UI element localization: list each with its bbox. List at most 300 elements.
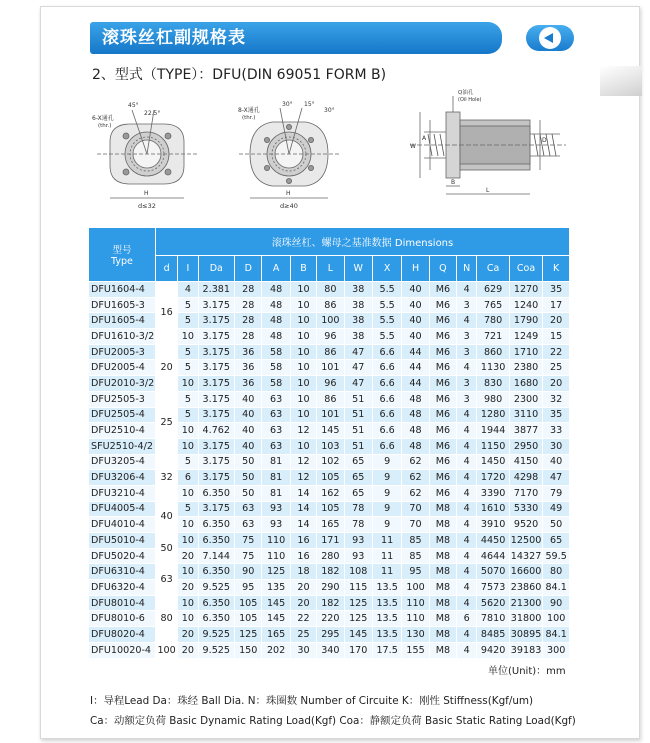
model-cell: DFU6310-4 xyxy=(89,564,156,580)
model-cell: DFU8010-6 xyxy=(89,611,156,627)
table-cell: 155 xyxy=(402,642,429,658)
table-cell: 40 xyxy=(402,297,429,313)
column-header: Coa xyxy=(509,256,542,282)
table-cell: M8 xyxy=(429,548,456,564)
table-cell: 65 xyxy=(344,470,372,486)
table-cell: M6 xyxy=(429,470,456,486)
table-cell: M6 xyxy=(429,313,456,329)
table-cell: 5 xyxy=(178,344,198,360)
table-cell: M6 xyxy=(429,391,456,407)
table-cell: 14 xyxy=(290,501,316,517)
table-cell: 48 xyxy=(262,313,290,329)
table-cell: 130 xyxy=(402,627,429,643)
diameter-cell: 80 xyxy=(155,595,177,642)
table-cell: 110 xyxy=(262,548,290,564)
table-cell: 10 xyxy=(290,376,316,392)
table-cell: 102 xyxy=(317,454,344,470)
table-cell: 3.175 xyxy=(198,391,235,407)
table-cell: 100 xyxy=(317,313,344,329)
table-cell: 980 xyxy=(477,391,509,407)
table-cell: 1280 xyxy=(477,407,509,423)
table-cell: M6 xyxy=(429,485,456,501)
table-cell: M8 xyxy=(429,611,456,627)
table-cell: 11 xyxy=(372,533,401,549)
table-cell: 1270 xyxy=(509,282,542,298)
table-cell: 4 xyxy=(457,533,477,549)
table-cell: 13.5 xyxy=(372,580,401,596)
table-cell: 6 xyxy=(178,470,198,486)
table-cell: 30895 xyxy=(509,627,542,643)
model-cell: DFU2005-3 xyxy=(89,344,156,360)
table-cell: 93 xyxy=(344,533,372,549)
table-cell: 48 xyxy=(402,438,429,454)
holes-label: 8-X通孔 xyxy=(238,107,260,114)
table-row xyxy=(89,642,570,658)
column-header: D xyxy=(235,256,262,282)
table-cell: 9 xyxy=(372,485,401,501)
table-cell: 9.525 xyxy=(198,580,235,596)
table-cell: 16 xyxy=(290,533,316,549)
model-cell: DFU2505-3 xyxy=(89,391,156,407)
table-cell: 1240 xyxy=(509,297,542,313)
a-label: A xyxy=(422,135,427,142)
table-cell: 12 xyxy=(290,423,316,439)
table-cell: 38 xyxy=(344,297,372,313)
model-cell: DFU2510-4 xyxy=(89,423,156,439)
table-cell: 6.350 xyxy=(198,595,235,611)
table-cell: 38 xyxy=(344,329,372,345)
table-cell: 3.175 xyxy=(198,438,235,454)
table-cell: 145 xyxy=(262,611,290,627)
table-cell: 78 xyxy=(344,517,372,533)
table-cell: 6.350 xyxy=(198,533,235,549)
table-cell: 48 xyxy=(402,391,429,407)
w-label: W xyxy=(410,143,416,150)
table-cell: 4 xyxy=(178,282,198,298)
model-cell: DFU3206-4 xyxy=(89,470,156,486)
table-cell: 28 xyxy=(235,297,262,313)
table-cell: 4150 xyxy=(509,454,542,470)
table-cell: 33 xyxy=(543,423,570,439)
table-cell: 3 xyxy=(457,344,477,360)
table-cell: 10 xyxy=(178,438,198,454)
table-cell: 51 xyxy=(344,423,372,439)
table-cell: 13.5 xyxy=(372,595,401,611)
table-cell: 1450 xyxy=(477,454,509,470)
table-cell: 10 xyxy=(290,407,316,423)
table-cell: M8 xyxy=(429,580,456,596)
table-cell: 6.6 xyxy=(372,344,401,360)
table-cell: 79 xyxy=(543,485,570,501)
holes-label: 6-X通孔 xyxy=(92,115,114,122)
table-cell: 80 xyxy=(317,282,344,298)
table-cell: 7810 xyxy=(477,611,509,627)
table-cell: 3877 xyxy=(509,423,542,439)
angle-label: 22.5° xyxy=(144,110,161,117)
table-cell: 20 xyxy=(290,580,316,596)
nut-side-diagram xyxy=(400,86,570,204)
d-label: d≤32 xyxy=(138,202,156,210)
table-cell: 4 xyxy=(457,501,477,517)
table-cell: 10 xyxy=(290,391,316,407)
table-cell: 86 xyxy=(317,297,344,313)
table-cell: 75 xyxy=(235,548,262,564)
table-cell: 85 xyxy=(402,533,429,549)
table-cell: 10 xyxy=(178,376,198,392)
table-cell: 101 xyxy=(317,407,344,423)
flange-diagram-d40 xyxy=(236,96,346,216)
table-cell: 1130 xyxy=(477,360,509,376)
table-cell: 9.525 xyxy=(198,642,235,658)
table-cell: 1944 xyxy=(477,423,509,439)
table-cell: 6.6 xyxy=(372,438,401,454)
table-cell: 50 xyxy=(543,517,570,533)
page-title: 滚珠丝杠副规格表 xyxy=(90,22,502,54)
model-cell: SFU2510-4/2 xyxy=(89,438,156,454)
column-header: L xyxy=(317,256,344,282)
table-cell: 85 xyxy=(402,548,429,564)
table-cell: 31800 xyxy=(509,611,542,627)
diameter-cell: 40 xyxy=(155,501,177,532)
table-cell: M6 xyxy=(429,282,456,298)
holes-sub-label: (thr.) xyxy=(98,123,112,129)
angle-label: 30° xyxy=(282,101,293,108)
table-cell: 36 xyxy=(235,360,262,376)
table-cell: 3.175 xyxy=(198,329,235,345)
table-cell: 10 xyxy=(178,611,198,627)
table-cell: 105 xyxy=(235,611,262,627)
table-cell: 38 xyxy=(344,313,372,329)
table-cell: M6 xyxy=(429,329,456,345)
table-cell: 4 xyxy=(457,517,477,533)
column-header: B xyxy=(290,256,316,282)
table-cell: 4450 xyxy=(477,533,509,549)
table-cell: 81 xyxy=(262,470,290,486)
back-button[interactable] xyxy=(526,25,574,51)
h-label: H xyxy=(286,190,291,197)
table-cell: 830 xyxy=(477,376,509,392)
model-cell: DFU2005-4 xyxy=(89,360,156,376)
table-cell: 10 xyxy=(178,595,198,611)
table-cell: 9 xyxy=(372,470,401,486)
table-cell: 170 xyxy=(344,642,372,658)
type-header-cn: 型号 xyxy=(112,245,132,256)
table-body xyxy=(89,282,570,659)
column-header: I xyxy=(178,256,198,282)
table-cell: 4 xyxy=(457,407,477,423)
table-cell: 23860 xyxy=(509,580,542,596)
d-label: d≥40 xyxy=(280,202,298,210)
table-cell: 16600 xyxy=(509,564,542,580)
table-cell: 47 xyxy=(543,470,570,486)
table-cell: 4 xyxy=(457,282,477,298)
model-cell: DFU6320-4 xyxy=(89,580,156,596)
flange-diagram-d32 xyxy=(92,96,202,216)
column-header: A xyxy=(262,256,290,282)
table-cell: 3 xyxy=(457,297,477,313)
column-header: Q xyxy=(429,256,456,282)
table-cell: 162 xyxy=(317,485,344,501)
legend-line-1: I：导程Lead Da：珠经 Ball Dia. N：珠圈数 Number of Circuite K：刚性 Stiffness(Kgf/um) xyxy=(90,695,534,707)
table-cell: 8485 xyxy=(477,627,509,643)
table-cell: 300 xyxy=(543,642,570,658)
column-header: N xyxy=(457,256,477,282)
table-cell: 765 xyxy=(477,297,509,313)
table-cell: 6.350 xyxy=(198,564,235,580)
table-cell: 3 xyxy=(457,376,477,392)
model-cell: DFU2010-3/2 xyxy=(89,376,156,392)
table-cell: 5 xyxy=(178,360,198,376)
model-cell: DFU8020-4 xyxy=(89,627,156,643)
table-cell: 2.381 xyxy=(198,282,235,298)
table-cell: 171 xyxy=(317,533,344,549)
table-cell: 4 xyxy=(457,595,477,611)
table-cell: 145 xyxy=(317,423,344,439)
table-cell: 62 xyxy=(402,485,429,501)
table-cell: 35 xyxy=(543,282,570,298)
table-cell: 2380 xyxy=(509,360,542,376)
table-cell: 80 xyxy=(543,564,570,580)
table-cell: 32 xyxy=(543,391,570,407)
table-cell: 182 xyxy=(317,595,344,611)
table-cell: 860 xyxy=(477,344,509,360)
table-cell: 40 xyxy=(402,282,429,298)
table-cell: 40 xyxy=(235,438,262,454)
table-cell: 6.6 xyxy=(372,391,401,407)
table-cell: 65 xyxy=(344,485,372,501)
table-cell: 280 xyxy=(317,548,344,564)
table-cell: 18 xyxy=(290,564,316,580)
table-row xyxy=(89,564,570,580)
table-cell: 22 xyxy=(543,344,570,360)
table-cell: 4 xyxy=(457,485,477,501)
type-header-en: Type xyxy=(111,256,133,267)
angle-label: 45° xyxy=(128,102,139,109)
table-cell: 202 xyxy=(262,642,290,658)
table-cell: M6 xyxy=(429,438,456,454)
table-cell: 5 xyxy=(178,454,198,470)
table-row xyxy=(89,533,570,549)
spec-table xyxy=(88,227,570,659)
table-cell: M8 xyxy=(429,564,456,580)
table-cell: 4 xyxy=(457,580,477,596)
table-cell: 5 xyxy=(178,297,198,313)
table-cell: 1680 xyxy=(509,376,542,392)
table-cell: 62 xyxy=(402,454,429,470)
table-cell: 48 xyxy=(262,329,290,345)
table-cell: 5620 xyxy=(477,595,509,611)
table-cell: 20 xyxy=(178,548,198,564)
table-cell: 20 xyxy=(543,313,570,329)
table-cell: 629 xyxy=(477,282,509,298)
table-cell: 2950 xyxy=(509,438,542,454)
table-cell: 12 xyxy=(290,470,316,486)
table-cell: M6 xyxy=(429,360,456,376)
table-cell: 11 xyxy=(372,564,401,580)
table-cell: 1790 xyxy=(509,313,542,329)
table-cell: 62 xyxy=(402,470,429,486)
model-cell: DFU1610-3/2 xyxy=(89,329,156,345)
table-cell: 5.5 xyxy=(372,329,401,345)
table-cell: 103 xyxy=(317,438,344,454)
oil-hole-label: Q油孔 xyxy=(458,90,474,96)
table-cell: 1249 xyxy=(509,329,542,345)
table-cell: 48 xyxy=(402,423,429,439)
table-cell: 84.1 xyxy=(543,627,570,643)
table-cell: 1720 xyxy=(477,470,509,486)
table-cell: 35 xyxy=(543,407,570,423)
table-cell: 13.5 xyxy=(372,611,401,627)
table-cell: M6 xyxy=(429,297,456,313)
table-cell: 10 xyxy=(290,360,316,376)
table-cell: 4 xyxy=(457,642,477,658)
table-cell: 63 xyxy=(262,423,290,439)
table-cell: 70 xyxy=(402,517,429,533)
table-cell: 70 xyxy=(402,501,429,517)
table-row xyxy=(89,391,570,407)
table-cell: 10 xyxy=(290,438,316,454)
angle-label: 30° xyxy=(324,107,335,114)
table-cell: 6.350 xyxy=(198,485,235,501)
table-cell: 47 xyxy=(344,360,372,376)
table-cell: 30 xyxy=(543,438,570,454)
table-cell: 14 xyxy=(290,485,316,501)
table-cell: 47 xyxy=(344,344,372,360)
table-cell: 110 xyxy=(402,595,429,611)
table-cell: 4 xyxy=(457,564,477,580)
table-cell: 3 xyxy=(457,391,477,407)
table-cell: 75 xyxy=(235,533,262,549)
table-cell: 6.6 xyxy=(372,423,401,439)
diameter-cell: 100 xyxy=(155,642,177,658)
table-cell: 50 xyxy=(235,470,262,486)
unit-note: 单位(Unit)：mm xyxy=(488,666,566,677)
table-cell: 3.175 xyxy=(198,313,235,329)
table-cell: 51 xyxy=(344,438,372,454)
table-cell: 50 xyxy=(235,454,262,470)
table-row xyxy=(89,501,570,517)
column-header-row xyxy=(89,256,570,282)
back-arrow-icon xyxy=(539,27,561,49)
diameter-cell: 16 xyxy=(155,282,177,345)
table-cell: 96 xyxy=(317,376,344,392)
page-curl xyxy=(600,66,642,96)
diameter-cell: 63 xyxy=(155,564,177,595)
table-cell: 25 xyxy=(543,360,570,376)
table-cell: 10 xyxy=(290,344,316,360)
table-cell: 28 xyxy=(235,329,262,345)
h-label: H xyxy=(144,190,149,197)
table-cell: 5 xyxy=(178,407,198,423)
table-cell: 40 xyxy=(235,407,262,423)
oil-hole-sub-label: (Oil Hole) xyxy=(458,97,482,103)
diameter-cell: 25 xyxy=(155,391,177,454)
model-cell: DFU5020-4 xyxy=(89,548,156,564)
table-cell: 6.6 xyxy=(372,360,401,376)
table-cell: 721 xyxy=(477,329,509,345)
table-cell: 10 xyxy=(178,485,198,501)
table-cell: 3910 xyxy=(477,517,509,533)
table-cell: 1150 xyxy=(477,438,509,454)
column-header: H xyxy=(402,256,429,282)
table-cell: 6.350 xyxy=(198,611,235,627)
table-cell: 20 xyxy=(178,580,198,596)
table-cell: 3.175 xyxy=(198,376,235,392)
table-cell: 90 xyxy=(543,595,570,611)
table-cell: 40 xyxy=(402,313,429,329)
table-cell: 30 xyxy=(290,642,316,658)
table-cell: 5 xyxy=(178,391,198,407)
table-cell: 3.175 xyxy=(198,501,235,517)
table-cell: 12 xyxy=(290,454,316,470)
table-cell: 38 xyxy=(344,282,372,298)
table-cell: 3.175 xyxy=(198,454,235,470)
d-label: D xyxy=(542,137,547,144)
table-cell: M8 xyxy=(429,501,456,517)
table-cell: 9 xyxy=(372,501,401,517)
table-cell: 4 xyxy=(457,548,477,564)
table-cell: M8 xyxy=(429,517,456,533)
table-cell: 340 xyxy=(317,642,344,658)
table-cell: 3.175 xyxy=(198,360,235,376)
table-cell: 6.350 xyxy=(198,517,235,533)
model-cell: DFU1605-3 xyxy=(89,297,156,313)
table-cell: 9520 xyxy=(509,517,542,533)
table-cell: 9.525 xyxy=(198,627,235,643)
table-cell: 780 xyxy=(477,313,509,329)
table-cell: 4 xyxy=(457,423,477,439)
table-cell: 100 xyxy=(402,580,429,596)
table-cell: 25 xyxy=(290,627,316,643)
table-cell: 40 xyxy=(543,454,570,470)
table-cell: 125 xyxy=(262,564,290,580)
diameter-cell: 50 xyxy=(155,533,177,564)
table-cell: 78 xyxy=(344,501,372,517)
table-cell: 40 xyxy=(235,423,262,439)
table-cell: 81 xyxy=(262,454,290,470)
table-cell: 4 xyxy=(457,454,477,470)
table-row xyxy=(89,282,570,298)
column-header: X xyxy=(372,256,401,282)
table-cell: 105 xyxy=(235,595,262,611)
table-cell: 3.175 xyxy=(198,344,235,360)
table-cell: 5070 xyxy=(477,564,509,580)
table-cell: 48 xyxy=(402,407,429,423)
table-cell: 3.175 xyxy=(198,407,235,423)
table-cell: 2300 xyxy=(509,391,542,407)
column-header: Ca xyxy=(477,256,509,282)
table-cell: 165 xyxy=(262,627,290,643)
table-cell: 5 xyxy=(178,501,198,517)
table-cell: 4 xyxy=(457,627,477,643)
model-cell: DFU8010-4 xyxy=(89,595,156,611)
table-cell: 40 xyxy=(235,391,262,407)
table-cell: 3 xyxy=(457,329,477,345)
table-cell: 4.762 xyxy=(198,423,235,439)
table-cell: 17 xyxy=(543,297,570,313)
table-cell: 28 xyxy=(235,282,262,298)
table-cell: 125 xyxy=(235,627,262,643)
table-cell: 51 xyxy=(344,407,372,423)
table-cell: 5 xyxy=(178,313,198,329)
table-cell: 93 xyxy=(262,501,290,517)
table-cell: M8 xyxy=(429,595,456,611)
table-cell: 7.144 xyxy=(198,548,235,564)
table-cell: 295 xyxy=(317,627,344,643)
table-cell: 65 xyxy=(543,533,570,549)
table-cell: 22 xyxy=(290,611,316,627)
table-cell: 110 xyxy=(262,533,290,549)
